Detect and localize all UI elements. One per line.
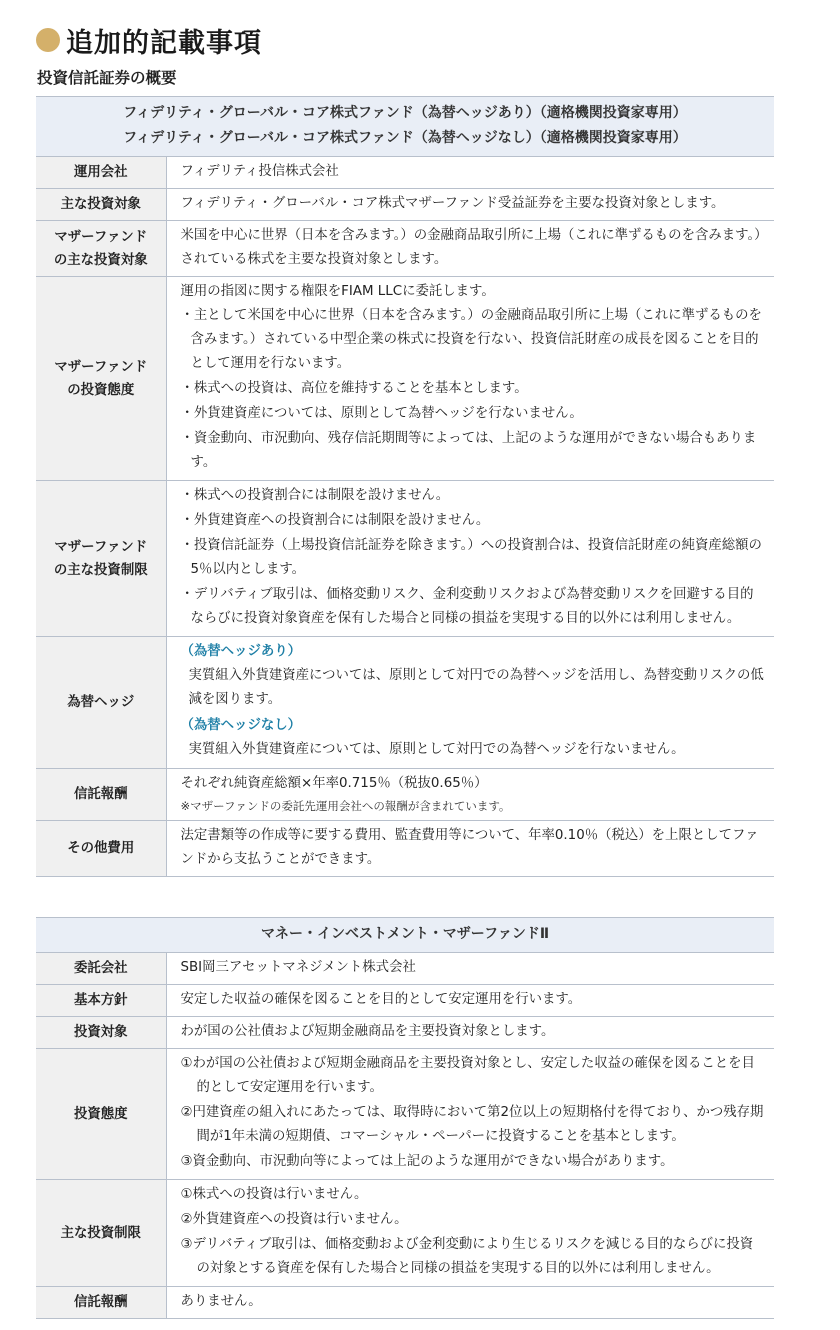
money-fund-table <box>36 917 774 1319</box>
list-item: ・資金動向、市況動向、残存信託期間等によっては、上記のような運用ができない場合もあります。 <box>180 431 757 470</box>
fund-name-header-row <box>36 97 774 157</box>
row-value <box>166 157 774 189</box>
row-value <box>166 953 774 985</box>
table-row <box>36 637 774 769</box>
main-target-text: フィデリティ・グローバル・コア株式マザーファンド受益証券を主要な投資対象とします。 <box>180 196 725 211</box>
table-row <box>36 1287 774 1319</box>
label-line: の主な投資制限 <box>53 562 148 578</box>
label-line: マザーファンド <box>54 229 148 245</box>
row-label <box>36 221 166 277</box>
table-row <box>36 953 774 985</box>
row-value <box>166 481 774 637</box>
list-item: ・外貨建資産については、原則として為替ヘッジを行ないません。 <box>180 406 583 421</box>
policy-text: 安定した収益の確保を図ることを目的として安定運用を行います。 <box>180 992 582 1007</box>
trustee-text: SBI岡三アセットマネジメント株式会社 <box>180 960 416 975</box>
table-row <box>36 221 774 277</box>
row-label: 主な投資制限 <box>36 1180 166 1287</box>
trust-fee-text: ありません。 <box>180 1294 262 1309</box>
row-value <box>166 1180 774 1287</box>
list-item: ①株式への投資は行いません。 <box>180 1187 368 1202</box>
table-row <box>36 189 774 221</box>
row-value <box>166 1287 774 1319</box>
list-item: ・主として米国を中心に世界（日本を含みます。）の金融商品取引所に上場（これに準ずるものを含みます。）されている中型企業の株式に投資を行ない、投資信託財産の成長を図ることを目的として運用を行ないます。 <box>180 308 762 371</box>
table-row <box>36 481 774 637</box>
list-item: ②円建資産の組入れにあたっては、取得時において第2位以上の短期格付を得ており、かつ残存期間が1年未満の短期債、コマーシャル・ペーパーに投資することを基本とします。 <box>180 1105 764 1144</box>
trust-fee-note: ※マザーファンドの委託先運用会社への報酬が含まれています。 <box>180 799 511 813</box>
fund-summary-table <box>36 96 774 877</box>
row-value <box>166 1049 774 1180</box>
row-value <box>166 1017 774 1049</box>
row-label: 投資態度 <box>36 1049 166 1180</box>
table-row <box>36 1180 774 1287</box>
row-label: 主な投資対象 <box>36 189 166 221</box>
list-item: ・投資信託証券（上場投資信託証券を除きます。）への投資割合は、投資信託財産の純資産総額の5％以内とします。 <box>180 538 762 577</box>
table-row <box>36 1049 774 1180</box>
section-title: 投資信託証券の概要 <box>37 69 177 87</box>
hedge-with-text: 実質組入外貨建資産については、原則として対円での為替ヘッジを活用し、為替変動リスクの低減を図ります。 <box>188 668 764 707</box>
operator-text: フィデリティ投信株式会社 <box>180 164 339 179</box>
hedge-with-label: （為替ヘッジあり） <box>180 644 302 659</box>
row-label: 委託会社 <box>36 953 166 985</box>
mother-stance-intro: 運用の指図に関する権限をFIAM LLCに委託します。 <box>180 284 495 299</box>
row-value <box>166 821 774 877</box>
fund-name: マネー・インベストメント・マザーファンドⅡ <box>260 926 550 942</box>
label-line: の主な投資対象 <box>53 252 148 268</box>
list-item: ①わが国の公社債および短期金融商品を主要投資対象とし、安定した収益の確保を図ることを目的として安定運用を行います。 <box>180 1056 755 1095</box>
row-value <box>166 277 774 481</box>
row-label: 投資対象 <box>36 1017 166 1049</box>
row-label: 信託報酬 <box>36 769 166 821</box>
bullet-dot-icon <box>36 28 60 52</box>
row-value <box>166 769 774 821</box>
row-label: 基本方針 <box>36 985 166 1017</box>
list-item: ・株式への投資割合には制限を設けません。 <box>180 488 450 503</box>
other-costs-text: 法定書類等の作成等に要する費用、監査費用等について、年率0.10％（税込）を上限としてファンドから支払うことができます。 <box>180 828 759 867</box>
fund-name-header <box>36 918 774 953</box>
fund-name-hedged: フィデリティ・グローバル・コア株式ファンド（為替ヘッジあり）（適格機関投資家専用） <box>123 105 687 121</box>
list-item: ・株式への投資は、高位を維持することを基本とします。 <box>180 381 528 396</box>
row-label <box>36 481 166 637</box>
heading-text: 追加的記載事項 <box>66 27 262 59</box>
table-row <box>36 985 774 1017</box>
row-value <box>166 221 774 277</box>
heading <box>36 18 262 62</box>
fund-name-unhedged: フィデリティ・グローバル・コア株式ファンド（為替ヘッジなし）（適格機関投資家専用） <box>123 130 687 146</box>
fund-name-header-row <box>36 918 774 953</box>
table-row <box>36 769 774 821</box>
label-line: マザーファンド <box>54 359 148 375</box>
table-row <box>36 1017 774 1049</box>
row-label: 為替ヘッジ <box>36 637 166 769</box>
list-item: ・デリバティブ取引は、価格変動リスク、金利変動リスクおよび為替変動リスクを回避する目的ならびに投資対象資産を保有した場合と同様の損益を実現する目的以外には利用しません。 <box>180 587 754 626</box>
hedge-without-label: （為替ヘッジなし） <box>180 718 302 733</box>
row-value <box>166 637 774 769</box>
row-label <box>36 277 166 481</box>
list-item: ③資金動向、市況動向等によっては上記のような運用ができない場合があります。 <box>180 1154 674 1169</box>
list-item: ・外貨建資産への投資割合には制限を設けません。 <box>180 513 490 528</box>
fund-name-header <box>36 97 774 157</box>
list-item: ③デリバティブ取引は、価格変動および金利変動により生じるリスクを減じる目的ならびに投資の対象とする資産を保有した場合と同様の損益を実現する目的以外には利用しません。 <box>180 1237 754 1276</box>
label-line: マザーファンド <box>54 539 148 555</box>
row-value <box>166 985 774 1017</box>
table-row <box>36 821 774 877</box>
row-label: 信託報酬 <box>36 1287 166 1319</box>
row-label: その他費用 <box>36 821 166 877</box>
hedge-without-text: 実質組入外貨建資産については、原則として対円での為替ヘッジを行ないません。 <box>188 742 685 757</box>
list-item: ②外貨建資産への投資は行いません。 <box>180 1212 408 1227</box>
trust-fee-text: それぞれ純資産総額×年率0.715％（税抜0.65％） <box>180 776 488 791</box>
row-label: 運用会社 <box>36 157 166 189</box>
mother-target-text: 米国を中心に世界（日本を含みます。）の金融商品取引所に上場（これに準ずるものを含みます。）されている株式を主要な投資対象とします。 <box>180 228 761 267</box>
label-line: の投資態度 <box>67 382 135 398</box>
row-value <box>166 189 774 221</box>
target-text: わが国の公社債および短期金融商品を主要投資対象とします。 <box>180 1024 555 1039</box>
table-row <box>36 277 774 481</box>
table-row <box>36 157 774 189</box>
